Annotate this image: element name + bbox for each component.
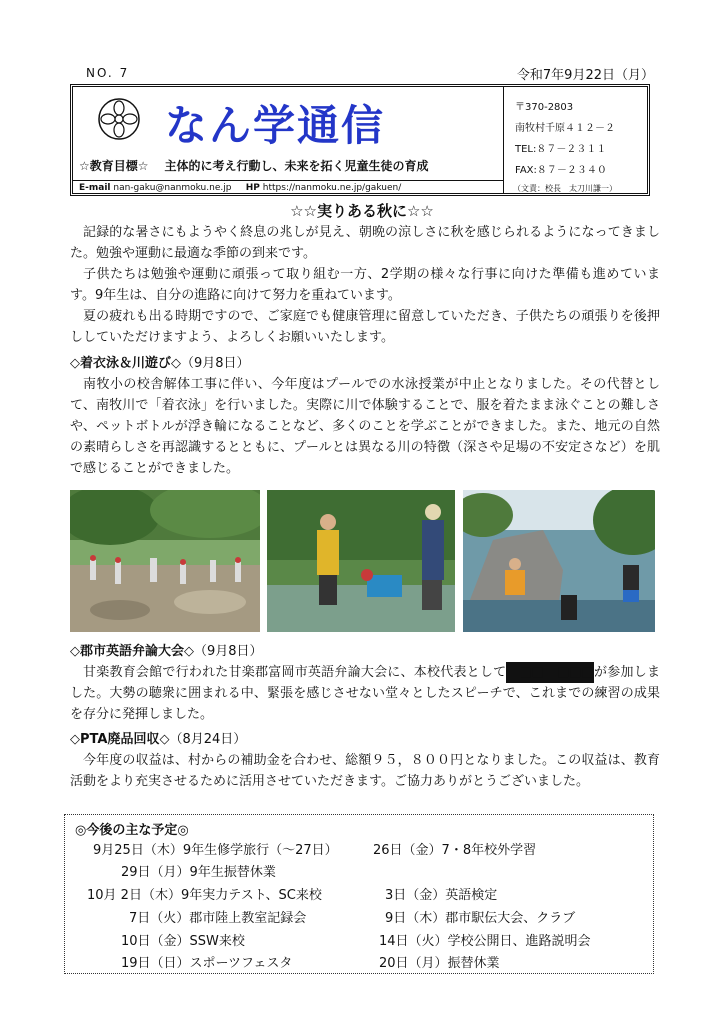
redacted-name: ■■■	[544, 662, 594, 683]
issue-number: NO. 7	[86, 66, 130, 80]
schedule-item: 20日（月）振替休業	[379, 956, 500, 971]
section-date: （8月24日）	[169, 732, 247, 747]
schedule-item: 10日（金）SSW来校	[121, 934, 245, 949]
photo-river-rock	[463, 490, 655, 632]
section-heading-speech	[70, 640, 263, 659]
intro-paragraph-2: 子供たちは勉強や運動に頑張って取り組む一方、2学期の様々な行事に向けた準備も進めています。9年生は、自分の進路に向けて努力を重ねています。	[70, 267, 660, 303]
schedule-item: 26日（金）7・8年校外学習	[373, 843, 537, 858]
goal-text: 主体的に考え行動し、未来を拓く児童生徒の育成	[164, 159, 429, 173]
newsletter-title: なん学通信	[165, 101, 386, 150]
email-link[interactable]: nan-gaku@nanmoku.ne.jp	[113, 183, 232, 193]
divider	[503, 87, 504, 194]
divider	[73, 180, 503, 181]
article-title: ☆☆実りある秋に☆☆	[290, 202, 434, 220]
school-emblem-icon	[97, 97, 141, 141]
schedule-item: 7日（火）郡市陸上教室記録会	[129, 911, 307, 926]
section-date: （9月8日）	[181, 356, 250, 371]
contact-web-row	[79, 183, 401, 193]
section-heading-text: ◇着衣泳＆川遊び◇	[70, 356, 181, 371]
school-contact	[515, 97, 615, 181]
schedule-item: 10月 2日（木）9年実力テスト、SC来校	[87, 888, 322, 903]
schedule-item: 3日（金）英語検定	[385, 888, 498, 903]
schedule-box	[64, 814, 654, 974]
speech-text-before: 甘楽教育会館で行われた甘楽郡富岡市英語弁論大会に、本校代表として	[83, 665, 507, 680]
speech-text-after: が参加しました。大勢の聴衆に囲まれる中、緊張を感じさせない堂々としたスピーチで、これまでの練習の成果を存分に発揮しました。	[70, 665, 660, 722]
education-goal	[79, 157, 429, 174]
redacted-name: ■■	[506, 662, 544, 683]
photo-lifejackets	[267, 490, 455, 632]
intro-paragraph-3: 夏の疲れも出る時期ですので、ご家庭でも健康管理に留意していただき、子供たちの頑張りを後押ししていただけますよう、よろしくお願いいたします。	[70, 309, 660, 345]
section-heading-pta	[70, 728, 246, 747]
email-label: E-mail	[79, 183, 111, 193]
schedule-title: ◎今後の主な予定◎	[75, 823, 189, 838]
author-credit: （文責：校長 太刀川謙一）	[513, 184, 617, 193]
issue-date: 令和7年9月22日（月）	[516, 68, 654, 83]
masthead	[70, 84, 650, 196]
tel: TEL:８７－２３１１	[515, 144, 607, 155]
schedule-item: 9月25日（木）9年生修学旅行（～27日）	[93, 843, 338, 858]
photo-river-group	[70, 490, 260, 632]
section-body-speech	[70, 662, 660, 725]
section-body-swimming: 南牧小の校舎解体工事に伴い、今年度はプールでの水泳授業が中止となりました。その代替として、南牧川で「着衣泳」を行いました。実際に川で体験することで、服を着たまま泳ぐことの難しさや、ペットボトルが浮き輪になることなど、多くのことを学ぶことができました。また、地元の自然の素晴らしさを再認識するとともに、プールとは異なる川の特徴（深さや足場の不安定さなど）を肌で感じることができました。	[70, 377, 660, 476]
section-heading-swimming	[70, 352, 250, 371]
section-heading-text: ◇郡市英語弁論大会◇	[70, 644, 194, 659]
section-date: （9月8日）	[194, 644, 263, 659]
schedule-item: 14日（火）学校公開日、進路説明会	[379, 934, 591, 949]
fax: FAX:８７－２３４０	[515, 165, 607, 176]
homepage-link[interactable]: https://nanmoku.ne.jp/gakuen/	[262, 183, 402, 193]
hp-label: HP	[245, 183, 260, 193]
goal-label: ☆教育目標☆	[79, 159, 149, 173]
section-body-pta: 今年度の収益は、村からの補助金を合わせ、総額９５，８００円となりました。この収益は、教育活動をより充実させるために活用させていただきます。ご協力ありがとうございました。	[70, 753, 660, 789]
schedule-item: 19日（日）スポーツフェスタ	[121, 956, 293, 971]
schedule-item: 9日（木）郡市駅伝大会、クラブ	[385, 911, 576, 926]
intro-paragraph-1: 記録的な暑さにもようやく終息の兆しが見え、朝晩の涼しさに秋を感じられるようになってきました。勉強や運動に最適な季節の到来です。	[70, 225, 660, 261]
address: 南牧村千原４１２－２	[515, 123, 615, 134]
postal-code: 〒370-2803	[515, 102, 574, 113]
section-heading-text: ◇PTA廃品回収◇	[70, 732, 170, 747]
schedule-item: 29日（月）9年生振替休業	[121, 865, 276, 880]
